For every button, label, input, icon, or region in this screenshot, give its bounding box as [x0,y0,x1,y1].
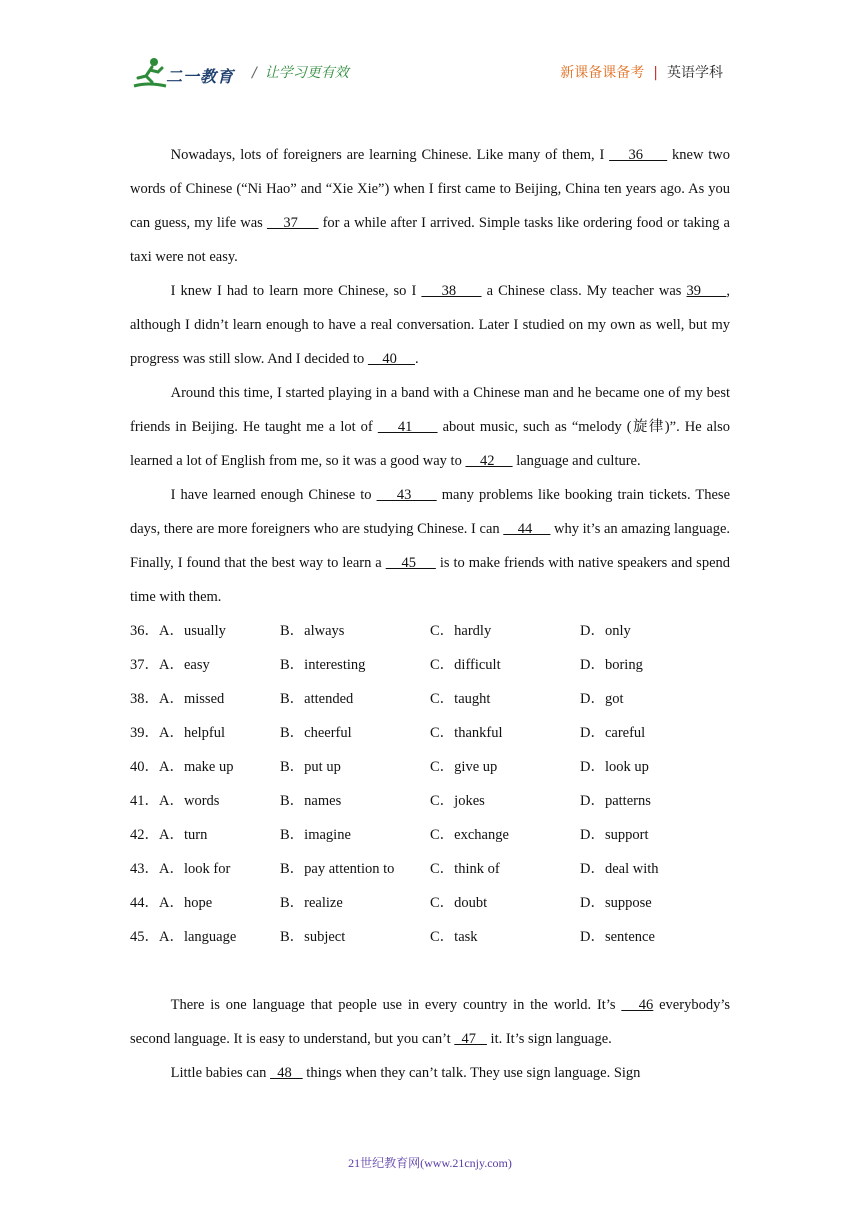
option-choice: C．taught [430,691,491,707]
blank-39: 39 [686,283,727,299]
option-choice: D．deal with [580,861,659,877]
blank-42: 42 [465,453,513,469]
option-choice: 37．A．easy [130,657,210,673]
tagline-course: 新课备课备考 [560,65,645,81]
option-row [130,716,730,750]
option-row [130,886,730,920]
option-choice: B．realize [280,895,343,911]
option-choice: C．exchange [430,827,509,843]
logo [130,56,240,90]
option-choice: 41．A．words [130,793,220,809]
option-choice: B．always [280,623,345,639]
blank-43: 43 [376,487,437,503]
option-choice: 38．A．missed [130,691,225,707]
text: . [415,351,419,367]
blank-44: 44 [503,521,551,537]
option-choice: 44．A．hope [130,895,213,911]
text: Nowadays, lots of foreigners are learning Chinese. Like many of them, I [170,147,610,163]
tagline-subject: 英语学科 [667,65,723,81]
text: I have learned enough Chinese to [170,487,377,503]
option-choice: C．task [430,929,478,945]
running-figure-icon [130,56,170,90]
option-choice: B．names [280,793,342,809]
passage1-paragraph-3 [130,376,730,478]
option-row [130,648,730,682]
text: a Chinese class. My teacher was [481,283,687,299]
text: There is one language that people use in every country in the world. It’s [170,997,622,1013]
text: why it’s an amazing language. Finally, I found that the best way to learn a [130,521,730,571]
slogan-divider-icon: / [252,65,257,81]
text: Little babies can [170,1065,271,1081]
text: for a while after I arrived. Simple tasks like ordering food or taking a taxi were not easy. [130,215,730,265]
option-choice: C．difficult [430,657,501,673]
option-row [130,852,730,886]
passage1-paragraph-2 [130,274,730,376]
text: it. It’s sign language. [486,1031,612,1047]
text: things when they can’t talk. They use sign language. Sign [302,1065,641,1081]
text: I knew I had to learn more Chinese, so I [170,283,422,299]
blank-37: 37 [266,215,319,231]
option-choice: D．sentence [580,929,655,945]
option-choice: D．got [580,691,624,707]
option-choice: 42．A．turn [130,827,208,843]
blank-38: 38 [421,283,482,299]
option-choice: B．subject [280,929,346,945]
passage2-paragraph-1 [130,988,730,1056]
page-footer: 21世纪教育网(www.21cnjy.com) [348,1156,512,1170]
option-choice: C．jokes [430,793,485,809]
option-choice: C．hardly [430,623,492,639]
option-choice: D．careful [580,725,646,741]
blank-41: 41 [377,419,438,435]
slogan [252,62,349,82]
option-choice: D．suppose [580,895,652,911]
option-choice: B．interesting [280,657,366,673]
text: , although I didn’t learn enough to have a real conversation. Later I studied on my own as well, but my progress was still slow. And I decided to [130,283,731,367]
option-row [130,818,730,852]
passage1-paragraph-4 [130,478,730,614]
document-body [130,138,730,1090]
option-choice: B．imagine [280,827,351,843]
logo-text: 二一教育 [166,67,235,86]
option-choice: B．attended [280,691,354,707]
blank-47: 47 [454,1031,487,1047]
blank-46: 46 [621,997,654,1013]
option-choice: 43．A．look for [130,861,231,877]
text: language and culture. [512,453,641,469]
option-choice: D．boring [580,657,643,673]
option-choice: 36．A．usually [130,623,226,639]
text: is to make friends with native speakers and spend time with them. [130,555,731,605]
option-choice: D．look up [580,759,649,775]
option-choice: B．cheerful [280,725,352,741]
blank-48: 48 [270,1065,303,1081]
section-gap [130,954,730,988]
option-choice: C．give up [430,759,498,775]
blank-40: 40 [367,351,416,367]
text: about music, such as “melody (旋律)”. He also learned a lot of English from me, so it was a good way to [130,419,731,469]
option-row [130,614,730,648]
blank-45: 45 [385,555,436,571]
blank-36: 36 [609,147,668,163]
option-choice: 40．A．make up [130,759,234,775]
option-row [130,920,730,954]
text: many problems like booking train tickets. These days, there are more foreigners who are studying Chinese. I can [130,487,731,537]
option-choice: D．patterns [580,793,651,809]
option-choice: 45．A．language [130,929,237,945]
option-choice: B．put up [280,759,341,775]
option-choice: B．pay attention to [280,861,395,877]
option-row [130,682,730,716]
option-row [130,784,730,818]
page-header [0,0,860,100]
text: Around this time, I started playing in a band with a Chinese man and he became one of my best friends in Beijing. He taught me a lot of [130,385,730,435]
option-choice: D．support [580,827,649,843]
option-choice: C．doubt [430,895,488,911]
text: knew two words of Chinese (“Ni Hao” and “Xie Xie”) when I first came to Beijing, China ten years ago. As you can guess, my life was [130,147,731,231]
option-choice: D．only [580,623,631,639]
tagline-separator: | [653,65,658,81]
passage1-paragraph-1 [130,138,730,274]
header-tagline [560,62,723,82]
option-row [130,750,730,784]
slogan-text: 让学习更有效 [264,65,349,81]
passage2-paragraph-2 [130,1056,730,1090]
options-list [130,614,730,954]
option-choice: C．thankful [430,725,503,741]
option-choice: C．think of [430,861,500,877]
text: everybody’s second language. It is easy to understand, but you can’t [130,997,730,1047]
option-choice: 39．A．helpful [130,725,226,741]
